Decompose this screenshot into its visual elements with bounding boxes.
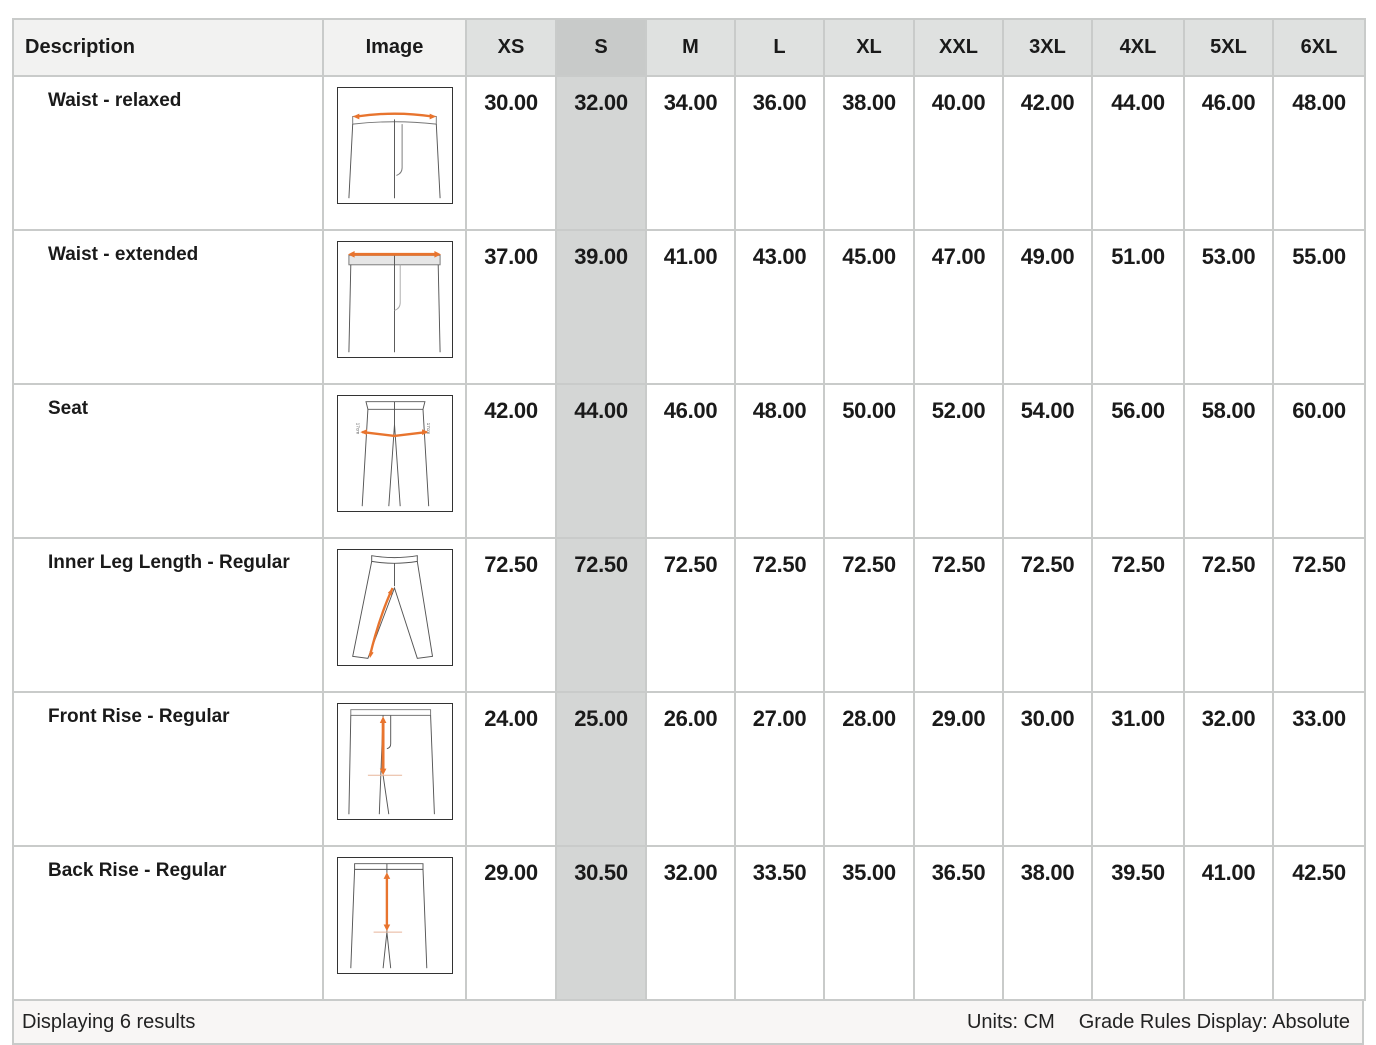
column-header-xs[interactable]: XS (466, 19, 556, 76)
value-cell-l[interactable]: 33.50 (735, 846, 824, 1000)
table-row-2[interactable] (13, 384, 1365, 538)
value-cell-m[interactable]: 26.00 (646, 692, 735, 846)
value-cell-4xl[interactable]: 72.50 (1092, 538, 1184, 692)
measurement-description: Back Rise - Regular (13, 846, 323, 1000)
column-header-description[interactable]: Description (13, 19, 323, 76)
measurement-description: Front Rise - Regular (13, 692, 323, 846)
value-cell-xl[interactable]: 28.00 (824, 692, 914, 846)
measurement-image-cell (323, 230, 466, 384)
measurement-image-cell (323, 384, 466, 538)
column-header-image: Image (323, 19, 466, 76)
table-row-1[interactable] (13, 230, 1365, 384)
measurement-image-cell (323, 538, 466, 692)
size-spec-table (12, 18, 1366, 1001)
value-cell-3xl[interactable]: 38.00 (1003, 846, 1092, 1000)
value-cell-m[interactable]: 34.00 (646, 76, 735, 230)
value-cell-xs[interactable]: 72.50 (466, 538, 556, 692)
column-header-5xl[interactable]: 5XL (1184, 19, 1273, 76)
column-header-4xl[interactable]: 4XL (1092, 19, 1184, 76)
value-cell-l[interactable]: 48.00 (735, 384, 824, 538)
value-cell-5xl[interactable]: 72.50 (1184, 538, 1273, 692)
table-row-5[interactable] (13, 846, 1365, 1000)
value-cell-s[interactable]: 72.50 (556, 538, 646, 692)
value-cell-m[interactable]: 72.50 (646, 538, 735, 692)
value-cell-4xl[interactable]: 44.00 (1092, 76, 1184, 230)
column-header-xxl[interactable]: XXL (914, 19, 1003, 76)
grade-rules-label: Grade Rules Display: Absolute (1078, 1010, 1350, 1033)
measurement-image-cell (323, 76, 466, 230)
pants-diagram-icon[interactable] (337, 703, 453, 820)
value-cell-xxl[interactable]: 36.50 (914, 846, 1003, 1000)
value-cell-5xl[interactable]: 41.00 (1184, 846, 1273, 1000)
value-cell-3xl[interactable]: 54.00 (1003, 384, 1092, 538)
value-cell-xxl[interactable]: 47.00 (914, 230, 1003, 384)
units-label: Units: CM (966, 1010, 1055, 1033)
value-cell-6xl[interactable]: 72.50 (1273, 538, 1365, 692)
value-cell-6xl[interactable]: 60.00 (1273, 384, 1365, 538)
value-cell-xs[interactable]: 30.00 (466, 76, 556, 230)
value-cell-xl[interactable]: 38.00 (824, 76, 914, 230)
value-cell-xxl[interactable]: 72.50 (914, 538, 1003, 692)
value-cell-xl[interactable]: 45.00 (824, 230, 914, 384)
value-cell-s[interactable]: 32.00 (556, 76, 646, 230)
results-count: Displaying 6 results (22, 1010, 196, 1033)
value-cell-xxl[interactable]: 52.00 (914, 384, 1003, 538)
value-cell-5xl[interactable]: 46.00 (1184, 76, 1273, 230)
svg-text:17cm: 17cm (354, 422, 360, 435)
measurement-image-cell (323, 692, 466, 846)
value-cell-xxl[interactable]: 29.00 (914, 692, 1003, 846)
pants-diagram-icon[interactable] (337, 87, 453, 204)
column-header-s[interactable]: S (556, 19, 646, 76)
value-cell-6xl[interactable]: 33.00 (1273, 692, 1365, 846)
table-row-0[interactable] (13, 76, 1365, 230)
pants-diagram-icon[interactable] (337, 395, 453, 512)
value-cell-xs[interactable]: 29.00 (466, 846, 556, 1000)
svg-text:17cm: 17cm (424, 422, 430, 435)
measurement-image-cell (323, 846, 466, 1000)
value-cell-xl[interactable]: 35.00 (824, 846, 914, 1000)
value-cell-5xl[interactable]: 58.00 (1184, 384, 1273, 538)
value-cell-3xl[interactable]: 30.00 (1003, 692, 1092, 846)
pants-diagram-icon[interactable] (337, 549, 453, 666)
value-cell-6xl[interactable]: 48.00 (1273, 76, 1365, 230)
value-cell-s[interactable]: 39.00 (556, 230, 646, 384)
table-footer (12, 1001, 1364, 1045)
pants-diagram-icon[interactable] (337, 241, 453, 358)
value-cell-xs[interactable]: 24.00 (466, 692, 556, 846)
value-cell-4xl[interactable]: 31.00 (1092, 692, 1184, 846)
column-header-6xl[interactable]: 6XL (1273, 19, 1365, 76)
value-cell-5xl[interactable]: 53.00 (1184, 230, 1273, 384)
value-cell-s[interactable]: 30.50 (556, 846, 646, 1000)
value-cell-l[interactable]: 27.00 (735, 692, 824, 846)
value-cell-s[interactable]: 25.00 (556, 692, 646, 846)
measurement-description: Seat (13, 384, 323, 538)
value-cell-3xl[interactable]: 42.00 (1003, 76, 1092, 230)
column-header-m[interactable]: M (646, 19, 735, 76)
value-cell-m[interactable]: 46.00 (646, 384, 735, 538)
value-cell-xl[interactable]: 50.00 (824, 384, 914, 538)
value-cell-4xl[interactable]: 39.50 (1092, 846, 1184, 1000)
value-cell-4xl[interactable]: 56.00 (1092, 384, 1184, 538)
column-header-3xl[interactable]: 3XL (1003, 19, 1092, 76)
value-cell-xs[interactable]: 42.00 (466, 384, 556, 538)
value-cell-3xl[interactable]: 49.00 (1003, 230, 1092, 384)
table-row-4[interactable] (13, 692, 1365, 846)
value-cell-l[interactable]: 43.00 (735, 230, 824, 384)
column-header-xl[interactable]: XL (824, 19, 914, 76)
pants-diagram-icon[interactable] (337, 857, 453, 974)
column-header-l[interactable]: L (735, 19, 824, 76)
value-cell-m[interactable]: 41.00 (646, 230, 735, 384)
measurement-description: Waist - relaxed (13, 76, 323, 230)
value-cell-s[interactable]: 44.00 (556, 384, 646, 538)
measurement-description: Waist - extended (13, 230, 323, 384)
size-spec-table-container (12, 18, 1364, 1045)
value-cell-6xl[interactable]: 42.50 (1273, 846, 1365, 1000)
header-row (13, 19, 1365, 76)
measurement-description: Inner Leg Length - Regular (13, 538, 323, 692)
value-cell-xs[interactable]: 37.00 (466, 230, 556, 384)
value-cell-4xl[interactable]: 51.00 (1092, 230, 1184, 384)
value-cell-6xl[interactable]: 55.00 (1273, 230, 1365, 384)
value-cell-3xl[interactable]: 72.50 (1003, 538, 1092, 692)
value-cell-l[interactable]: 72.50 (735, 538, 824, 692)
table-row-3[interactable] (13, 538, 1365, 692)
value-cell-xl[interactable]: 72.50 (824, 538, 914, 692)
value-cell-5xl[interactable]: 32.00 (1184, 692, 1273, 846)
value-cell-xxl[interactable]: 40.00 (914, 76, 1003, 230)
value-cell-l[interactable]: 36.00 (735, 76, 824, 230)
value-cell-m[interactable]: 32.00 (646, 846, 735, 1000)
